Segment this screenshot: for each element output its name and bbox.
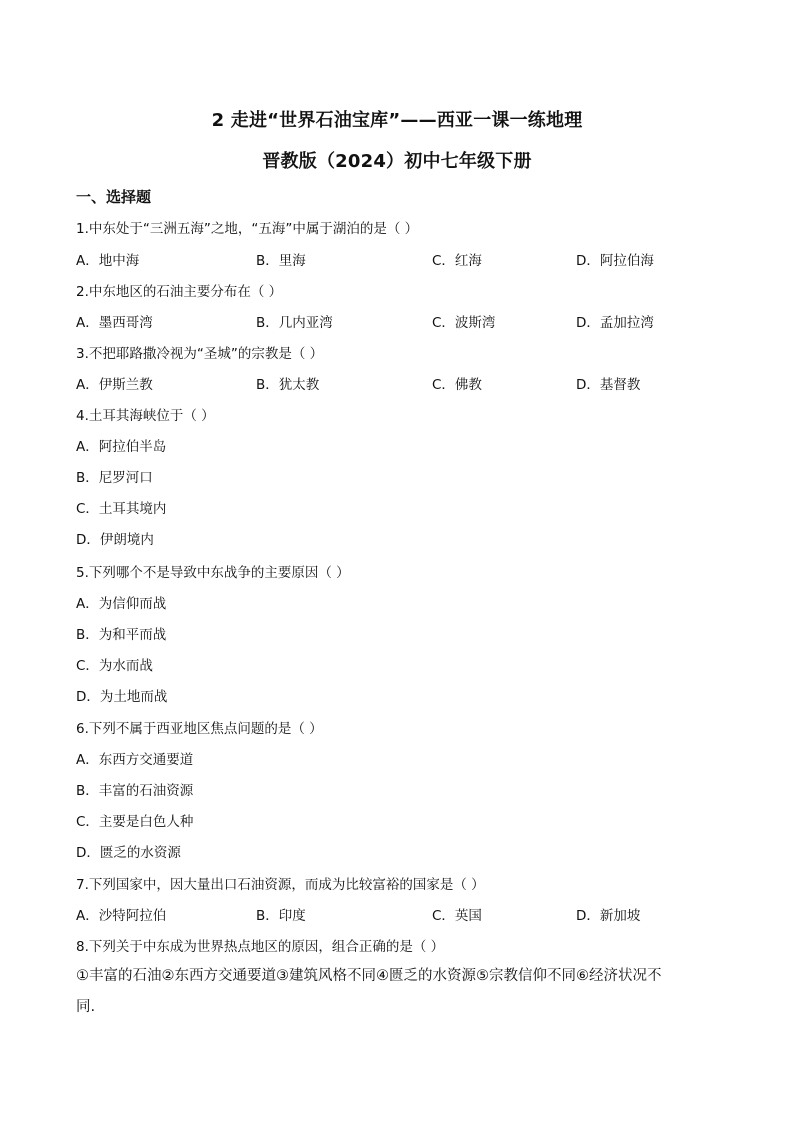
question-5-option-c[interactable]: C．为水而战 bbox=[76, 658, 153, 674]
question-4-option-a[interactable]: A．阿拉伯半岛 bbox=[76, 439, 167, 455]
question-8-statements-line-1: ①丰富的石油②东西方交通要道③建筑风格不同④匮乏的水资源⑤宗教信仰不同⑥经济状况不 bbox=[76, 968, 662, 984]
question-2-option-d[interactable]: D．孟加拉湾 bbox=[576, 315, 654, 331]
question-6-option-a[interactable]: A．东西方交通要道 bbox=[76, 752, 194, 768]
question-6-option-c[interactable]: C．主要是白色人种 bbox=[76, 814, 194, 830]
question-1-option-a[interactable]: A．地中海 bbox=[76, 253, 140, 269]
question-3-option-c[interactable]: C．佛教 bbox=[432, 377, 482, 393]
question-7-options bbox=[76, 904, 726, 924]
question-8-statements bbox=[76, 961, 726, 1023]
question-7-option-b[interactable]: B．印度 bbox=[256, 908, 306, 924]
question-2-option-c[interactable]: C．波斯湾 bbox=[432, 315, 496, 331]
question-8-statements-line-2: 同. bbox=[76, 999, 96, 1015]
question-2-option-a[interactable]: A．墨西哥湾 bbox=[76, 315, 153, 331]
question-3-options bbox=[76, 373, 726, 393]
question-5-option-b[interactable]: B．为和平而战 bbox=[76, 627, 167, 643]
question-1-option-c[interactable]: C．红海 bbox=[432, 253, 482, 269]
question-4-option-d[interactable]: D．伊朗境内 bbox=[76, 532, 154, 548]
question-5-option-a[interactable]: A．为信仰而战 bbox=[76, 596, 167, 612]
question-3-option-a[interactable]: A．伊斯兰教 bbox=[76, 377, 153, 393]
question-7-option-c[interactable]: C．英国 bbox=[432, 908, 482, 924]
section-heading: 一、选择题 bbox=[76, 188, 152, 206]
question-7-stem: 7.下列国家中，因大量出口石油资源，而成为比较富裕的国家是（ ） bbox=[76, 877, 485, 893]
question-1-options bbox=[76, 249, 726, 269]
question-2-option-b[interactable]: B．几内亚湾 bbox=[256, 315, 333, 331]
question-8-stem: 8.下列关于中东成为世界热点地区的原因，组合正确的是（ ） bbox=[76, 939, 445, 955]
question-2-stem: 2.中东地区的石油主要分布在（ ） bbox=[76, 284, 283, 300]
question-1-option-b[interactable]: B．里海 bbox=[256, 253, 306, 269]
question-6-option-d[interactable]: D．匮乏的水资源 bbox=[76, 845, 181, 861]
question-7-option-a[interactable]: A．沙特阿拉伯 bbox=[76, 908, 167, 924]
question-3-stem: 3.不把耶路撒冷视为“圣城”的宗教是（ ） bbox=[76, 346, 324, 362]
question-5-stem: 5.下列哪个不是导致中东战争的主要原因（ ） bbox=[76, 565, 350, 581]
document-subtitle: 晋教版（2024）初中七年级下册 bbox=[262, 151, 532, 172]
document-title: 2 走进“世界石油宝库”——西亚一课一练地理 bbox=[211, 110, 583, 131]
question-3-option-b[interactable]: B．犹太教 bbox=[256, 377, 320, 393]
question-4-stem: 4.土耳其海峡位于（ ） bbox=[76, 408, 215, 424]
question-2-options bbox=[76, 311, 726, 331]
question-6-stem: 6.下列不属于西亚地区焦点问题的是（ ） bbox=[76, 721, 323, 737]
question-6-option-b[interactable]: B．丰富的石油资源 bbox=[76, 783, 194, 799]
question-4-option-c[interactable]: C．土耳其境内 bbox=[76, 501, 167, 517]
question-1-stem: 1.中东处于“三洲五海”之地，“五海”中属于湖泊的是（ ） bbox=[76, 221, 419, 237]
question-1-option-d[interactable]: D．阿拉伯海 bbox=[576, 253, 654, 269]
question-4-option-b[interactable]: B．尼罗河口 bbox=[76, 470, 153, 486]
question-5-option-d[interactable]: D．为土地而战 bbox=[76, 689, 168, 705]
question-3-option-d[interactable]: D．基督教 bbox=[576, 377, 641, 393]
question-7-option-d[interactable]: D．新加坡 bbox=[576, 908, 641, 924]
